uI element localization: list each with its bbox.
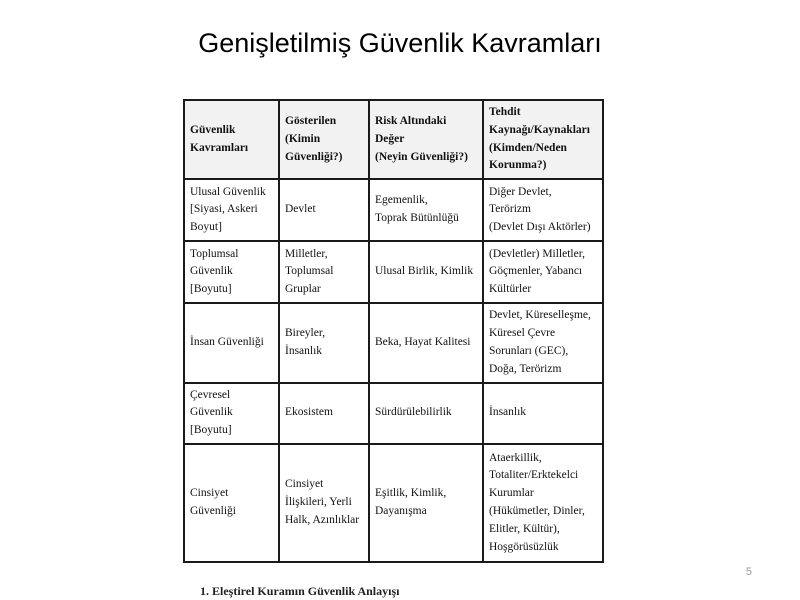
table-cell: Eşitlik, Kimlik, Dayanışma <box>369 444 483 562</box>
table-row <box>184 241 603 303</box>
table-cell: Ataerkillik, Totaliter/Erktekelci Kurumlar (Hükümetler, Dinler, Elitler, Kültür), Hoşgörüsüzlük <box>483 444 603 562</box>
table-row <box>184 444 603 562</box>
table-cell: İnsanlık <box>483 383 603 444</box>
table-cell: Milletler, Toplumsal Gruplar <box>279 241 369 303</box>
table-cell: Ekosistem <box>279 383 369 444</box>
security-concepts-table <box>183 99 604 563</box>
table-row <box>184 179 603 241</box>
table-cell: Beka, Hayat Kalitesi <box>369 303 483 382</box>
header-security-concepts: Güvenlik Kavramları <box>184 100 279 179</box>
table-cell: Egemenlik, Toprak Bütünlüğü <box>369 179 483 241</box>
table-cell: Çevresel Güvenlik [Boyutu] <box>184 383 279 444</box>
table-cell: Cinsiyet İlişkileri, Yerli Halk, Azınlıklar <box>279 444 369 562</box>
table-cell: Devlet, Küreselleşme, Küresel Çevre Sorunları (GEC), Doğa, Terörizm <box>483 303 603 382</box>
footer-caption: 1. Eleştirel Kuramın Güvenlik Anlayışı <box>200 584 400 598</box>
table-cell: Toplumsal Güvenlik [Boyutu] <box>184 241 279 303</box>
table-cell: Diğer Devlet, Terörizm (Devlet Dışı Aktörler) <box>483 179 603 241</box>
table-header-row <box>184 100 603 179</box>
table-cell: Bireyler, İnsanlık <box>279 303 369 382</box>
table-cell: Sürdürülebilirlik <box>369 383 483 444</box>
header-referent: Gösterilen (Kimin Güvenliği?) <box>279 100 369 179</box>
page-number: 5 <box>745 566 752 578</box>
table-row <box>184 303 603 382</box>
table-cell: Ulusal Güvenlik [Siyasi, Askeri Boyut] <box>184 179 279 241</box>
header-threat-sources: Tehdit Kaynağı/Kaynakları (Kimden/Neden Korunma?) <box>483 100 603 179</box>
table-cell: Cinsiyet Güvenliği <box>184 444 279 562</box>
table-row <box>184 383 603 444</box>
slide-title: Genişletilmiş Güvenlik Kavramları <box>198 28 602 58</box>
table-cell: Ulusal Birlik, Kimlik <box>369 241 483 303</box>
table-cell: İnsan Güvenliği <box>184 303 279 382</box>
table-cell: (Devletler) Milletler, Göçmenler, Yabancı Kültürler <box>483 241 603 303</box>
header-value-at-risk: Risk Altındaki Değer (Neyin Güvenliği?) <box>369 100 483 179</box>
table-cell: Devlet <box>279 179 369 241</box>
